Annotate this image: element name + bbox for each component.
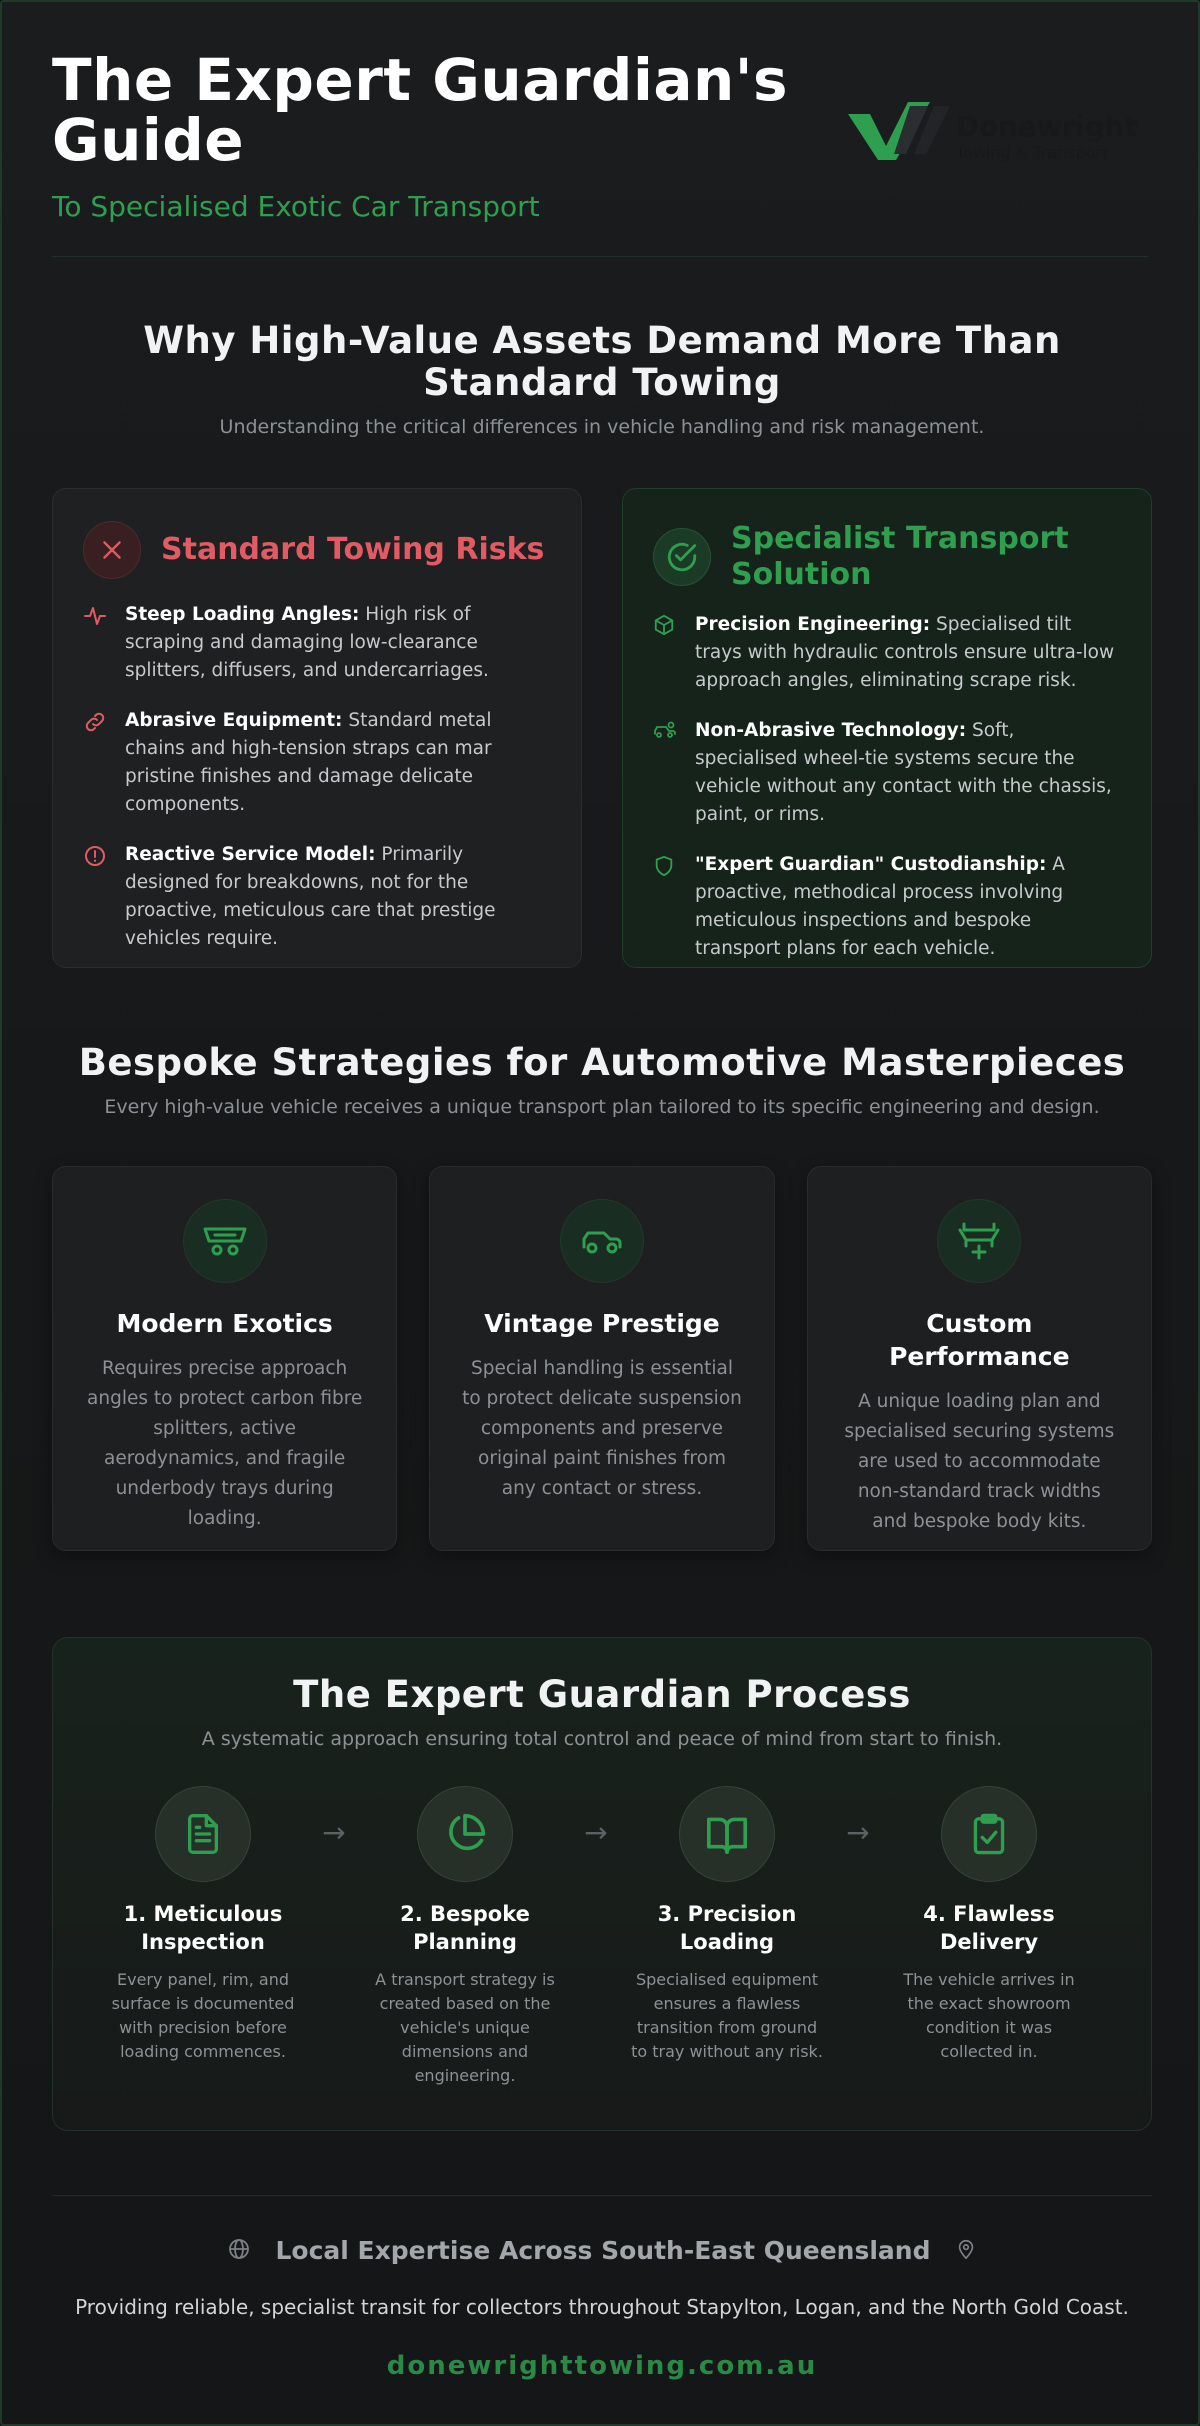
- arrow-right-icon: →: [846, 1816, 870, 1849]
- strategy-description: Special handling is essential to protect delicate suspension components and preserve original paint finishes from any contact or stress.: [462, 1358, 742, 1499]
- document-icon: [155, 1786, 251, 1882]
- strategies-description: Every high-value vehicle receives a unique transport plan tailored to its specific engineering and design.: [104, 1096, 1100, 1118]
- footer-description: Providing reliable, specialist transit for collectors throughout Stapylton, Logan, and the North Gold Coast.: [75, 2295, 1129, 2319]
- risk-point-text: Primarily designed for breakdowns, not for the proactive, meticulous care that prestige vehicles require.: [125, 844, 496, 949]
- book-open-icon: [679, 1786, 775, 1882]
- chain-link-icon: [83, 707, 109, 819]
- page-header: [52, 2, 1148, 257]
- step-description: The vehicle arrives in the exact showroom condition it was collected in.: [903, 1970, 1075, 2061]
- logo-name: Donewright: [956, 110, 1138, 143]
- process-step-inspection: [103, 1786, 303, 2088]
- car-cog-icon: [653, 717, 679, 829]
- solution-point: [653, 717, 1117, 829]
- strategy-card-modern-exotics: [52, 1166, 397, 1551]
- process-section: [52, 1637, 1152, 2131]
- step-description: Specialised equipment ensures a flawless transition from ground to tray without any risk.: [631, 1970, 823, 2061]
- process-description: A systematic approach ensuring total control and peace of mind from start to finish.: [201, 1728, 1003, 1750]
- custom-car-icon: [937, 1199, 1021, 1283]
- strategy-description: A unique loading plan and specialised securing systems are used to accommodate non-standard track widths and bespoke body kits.: [844, 1391, 1115, 1532]
- risks-title: Standard Towing Risks: [161, 532, 545, 567]
- x-circle-icon: [83, 521, 141, 579]
- process-step-planning: [365, 1786, 565, 2088]
- strategy-card-vintage-prestige: [429, 1166, 774, 1551]
- step-title: 1. Meticulous Inspection: [123, 1902, 283, 1954]
- risk-point-label: Steep Loading Angles:: [125, 604, 360, 625]
- comparison-description: Understanding the critical differences in vehicle handling and risk management.: [219, 416, 985, 438]
- alert-circle-icon: [83, 841, 109, 953]
- process-step-delivery: [889, 1786, 1089, 2088]
- globe-icon: [227, 2237, 251, 2265]
- strategy-card-custom-performance: [807, 1166, 1152, 1551]
- logo-mark-icon: [848, 102, 958, 182]
- risk-point: [83, 707, 547, 819]
- risk-point: [83, 841, 547, 953]
- arrow-right-icon: →: [584, 1816, 608, 1849]
- solution-point-text: A proactive, methodical process involving meticulous inspections and bespoke transport plans for each vehicle.: [695, 854, 1065, 959]
- step-title: 4. Flawless Delivery: [923, 1902, 1055, 1954]
- solution-title: Specialist Transport Solution: [731, 521, 1069, 592]
- activity-icon: [83, 601, 109, 685]
- solution-point-label: Non-Abrasive Technology:: [695, 720, 967, 741]
- step-title: 2. Bespoke Planning: [400, 1902, 530, 1954]
- page-footer: [52, 2195, 1152, 2381]
- strategy-title: Modern Exotics: [116, 1309, 333, 1338]
- solution-point: [653, 851, 1117, 963]
- solution-card: [622, 488, 1152, 968]
- risks-card: [52, 488, 582, 968]
- comparison-section: [2, 320, 1200, 968]
- risk-point: [83, 601, 547, 685]
- step-description: Every panel, rim, and surface is documented with precision before loading commences.: [111, 1970, 295, 2061]
- solution-point-label: Precision Engineering:: [695, 614, 931, 635]
- strategies-title: Bespoke Strategies for Automotive Masterpieces: [78, 1041, 1126, 1084]
- risk-point-text: Standard metal chains and high-tension straps can mar pristine finishes and damage delicate components.: [125, 710, 492, 815]
- logo-tagline: Towing & Transport: [956, 143, 1109, 162]
- check-circle-icon: [653, 528, 711, 586]
- page-subtitle: To Specialised Exotic Car Transport: [52, 190, 540, 223]
- solution-point-text: Specialised tilt trays with hydraulic controls ensure ultra-low approach angles, eliminating scrape risk.: [695, 614, 1115, 691]
- solution-point: [653, 611, 1117, 695]
- solution-point-label: "Expert Guardian" Custodianship:: [695, 854, 1047, 875]
- company-logo: [848, 62, 1148, 172]
- cube-icon: [653, 611, 679, 695]
- location-pin-icon: [955, 2237, 977, 2265]
- footer-title: Local Expertise Across South-East Queensland: [275, 2236, 931, 2265]
- strategy-title: Vintage Prestige: [484, 1309, 720, 1338]
- step-description: A transport strategy is created based on the vehicle's unique dimensions and engineering.: [375, 1970, 555, 2085]
- strategy-description: Requires precise approach angles to protect carbon fibre splitters, active aerodynamics, and fragile underbody trays during loading.: [87, 1358, 363, 1529]
- clipboard-check-icon: [941, 1786, 1037, 1882]
- website-link[interactable]: donewrighttowing.com.au: [386, 2351, 818, 2381]
- step-title: 3. Precision Loading: [657, 1902, 797, 1954]
- pie-chart-icon: [417, 1786, 513, 1882]
- risk-point-text: High risk of scraping and damaging low-clearance splitters, diffusers, and undercarriages.: [125, 604, 489, 681]
- risk-point-label: Reactive Service Model:: [125, 844, 376, 865]
- comparison-title: Why High-Value Assets Demand More Than Standard Towing: [143, 319, 1061, 404]
- risk-point-label: Abrasive Equipment:: [125, 710, 343, 731]
- process-title: The Expert Guardian Process: [293, 1673, 911, 1716]
- process-step-loading: [627, 1786, 827, 2088]
- classic-car-icon: [560, 1199, 644, 1283]
- strategy-title: Custom Performance: [889, 1309, 1070, 1371]
- strategies-section: [2, 1042, 1200, 1551]
- low-car-icon: [183, 1199, 267, 1283]
- shield-icon: [653, 851, 679, 963]
- arrow-right-icon: →: [322, 1816, 346, 1849]
- solution-point-text: Soft, specialised wheel-tie systems secure the vehicle without any contact with the chassis, paint, or rims.: [695, 720, 1112, 825]
- page-title: The Expert Guardian's Guide: [52, 46, 789, 174]
